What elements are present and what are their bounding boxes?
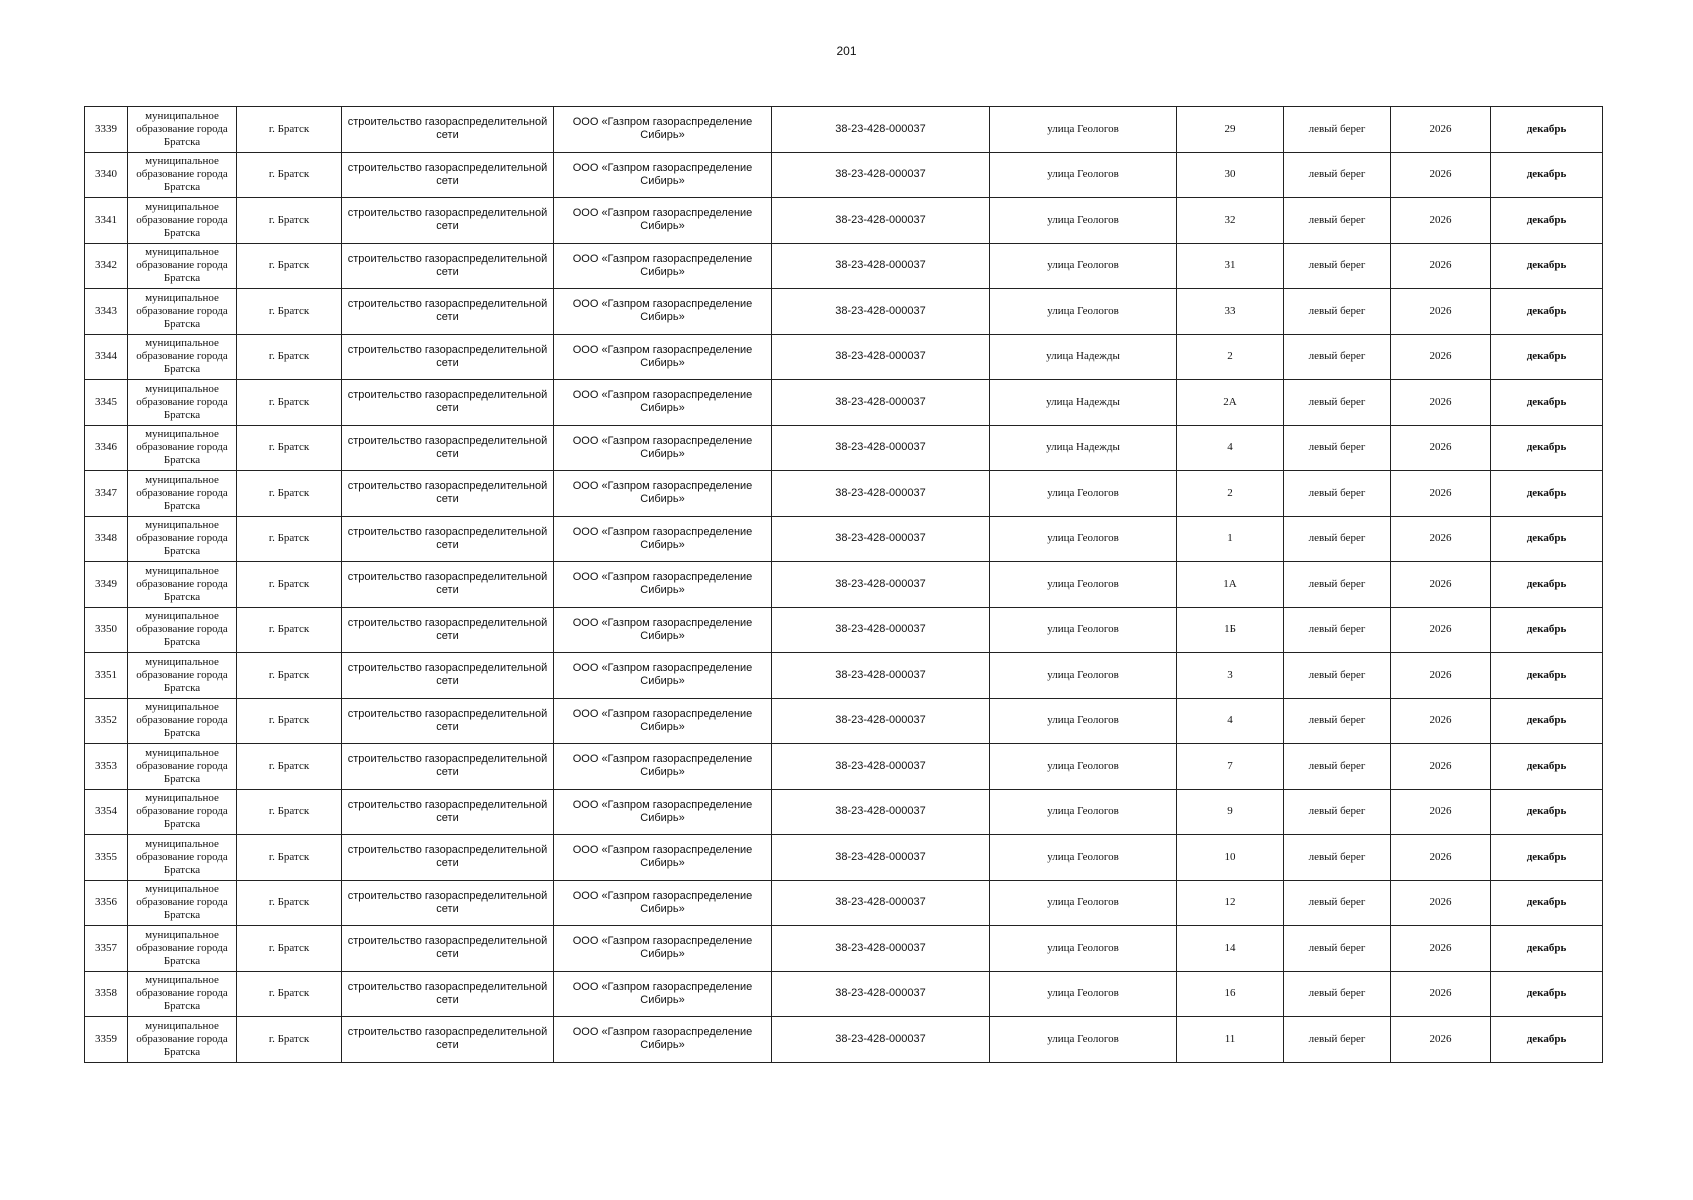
month-cell: декабрь bbox=[1491, 289, 1603, 335]
street-cell: улица Геологов bbox=[990, 744, 1177, 790]
city-cell: г. Братск bbox=[237, 653, 342, 699]
house-number-cell: 16 bbox=[1177, 971, 1284, 1017]
city-cell: г. Братск bbox=[237, 516, 342, 562]
house-number-cell: 10 bbox=[1177, 835, 1284, 881]
table-row bbox=[85, 835, 1603, 881]
row-number: 3348 bbox=[85, 516, 128, 562]
bank-cell: левый берег bbox=[1284, 971, 1391, 1017]
table-row bbox=[85, 1017, 1603, 1063]
work-type-cell: строительство газораспределительной сети bbox=[342, 1017, 554, 1063]
year-cell: 2026 bbox=[1391, 243, 1491, 289]
code-cell: 38-23-428-000037 bbox=[772, 653, 990, 699]
street-cell: улица Геологов bbox=[990, 789, 1177, 835]
table-row bbox=[85, 243, 1603, 289]
organization-cell: ООО «Газпром газораспределение Сибирь» bbox=[554, 198, 772, 244]
row-number: 3341 bbox=[85, 198, 128, 244]
street-cell: улица Геологов bbox=[990, 653, 1177, 699]
registry-table bbox=[84, 106, 1603, 1063]
year-cell: 2026 bbox=[1391, 971, 1491, 1017]
code-cell: 38-23-428-000037 bbox=[772, 471, 990, 517]
city-cell: г. Братск bbox=[237, 152, 342, 198]
bank-cell: левый берег bbox=[1284, 926, 1391, 972]
month-cell: декабрь bbox=[1491, 971, 1603, 1017]
house-number-cell: 7 bbox=[1177, 744, 1284, 790]
month-cell: декабрь bbox=[1491, 1017, 1603, 1063]
organization-cell: ООО «Газпром газораспределение Сибирь» bbox=[554, 789, 772, 835]
table-row bbox=[85, 562, 1603, 608]
bank-cell: левый берег bbox=[1284, 425, 1391, 471]
municipality-cell: муниципальное образование города Братска bbox=[128, 152, 237, 198]
street-cell: улица Геологов bbox=[990, 198, 1177, 244]
code-cell: 38-23-428-000037 bbox=[772, 107, 990, 153]
municipality-cell: муниципальное образование города Братска bbox=[128, 607, 237, 653]
year-cell: 2026 bbox=[1391, 1017, 1491, 1063]
house-number-cell: 1Б bbox=[1177, 607, 1284, 653]
street-cell: улица Геологов bbox=[990, 243, 1177, 289]
street-cell: улица Надежды bbox=[990, 334, 1177, 380]
bank-cell: левый берег bbox=[1284, 562, 1391, 608]
house-number-cell: 2 bbox=[1177, 471, 1284, 517]
year-cell: 2026 bbox=[1391, 789, 1491, 835]
year-cell: 2026 bbox=[1391, 198, 1491, 244]
table-row bbox=[85, 198, 1603, 244]
month-cell: декабрь bbox=[1491, 516, 1603, 562]
municipality-cell: муниципальное образование города Братска bbox=[128, 698, 237, 744]
bank-cell: левый берег bbox=[1284, 789, 1391, 835]
municipality-cell: муниципальное образование города Братска bbox=[128, 107, 237, 153]
row-number: 3352 bbox=[85, 698, 128, 744]
house-number-cell: 32 bbox=[1177, 198, 1284, 244]
table-row bbox=[85, 789, 1603, 835]
house-number-cell: 1 bbox=[1177, 516, 1284, 562]
year-cell: 2026 bbox=[1391, 380, 1491, 426]
organization-cell: ООО «Газпром газораспределение Сибирь» bbox=[554, 334, 772, 380]
code-cell: 38-23-428-000037 bbox=[772, 607, 990, 653]
code-cell: 38-23-428-000037 bbox=[772, 789, 990, 835]
organization-cell: ООО «Газпром газораспределение Сибирь» bbox=[554, 107, 772, 153]
house-number-cell: 12 bbox=[1177, 880, 1284, 926]
street-cell: улица Геологов bbox=[990, 835, 1177, 881]
street-cell: улица Геологов bbox=[990, 698, 1177, 744]
city-cell: г. Братск bbox=[237, 744, 342, 790]
street-cell: улица Геологов bbox=[990, 562, 1177, 608]
bank-cell: левый берег bbox=[1284, 380, 1391, 426]
house-number-cell: 33 bbox=[1177, 289, 1284, 335]
code-cell: 38-23-428-000037 bbox=[772, 380, 990, 426]
row-number: 3350 bbox=[85, 607, 128, 653]
bank-cell: левый берег bbox=[1284, 653, 1391, 699]
work-type-cell: строительство газораспределительной сети bbox=[342, 880, 554, 926]
city-cell: г. Братск bbox=[237, 380, 342, 426]
city-cell: г. Братск bbox=[237, 880, 342, 926]
code-cell: 38-23-428-000037 bbox=[772, 289, 990, 335]
city-cell: г. Братск bbox=[237, 425, 342, 471]
bank-cell: левый берег bbox=[1284, 744, 1391, 790]
work-type-cell: строительство газораспределительной сети bbox=[342, 562, 554, 608]
page-number: 201 bbox=[836, 44, 857, 58]
month-cell: декабрь bbox=[1491, 880, 1603, 926]
work-type-cell: строительство газораспределительной сети bbox=[342, 198, 554, 244]
table-row bbox=[85, 971, 1603, 1017]
house-number-cell: 30 bbox=[1177, 152, 1284, 198]
bank-cell: левый берег bbox=[1284, 607, 1391, 653]
bank-cell: левый берег bbox=[1284, 516, 1391, 562]
organization-cell: ООО «Газпром газораспределение Сибирь» bbox=[554, 289, 772, 335]
organization-cell: ООО «Газпром газораспределение Сибирь» bbox=[554, 698, 772, 744]
municipality-cell: муниципальное образование города Братска bbox=[128, 971, 237, 1017]
month-cell: декабрь bbox=[1491, 107, 1603, 153]
city-cell: г. Братск bbox=[237, 698, 342, 744]
month-cell: декабрь bbox=[1491, 698, 1603, 744]
table-row bbox=[85, 471, 1603, 517]
year-cell: 2026 bbox=[1391, 471, 1491, 517]
work-type-cell: строительство газораспределительной сети bbox=[342, 698, 554, 744]
organization-cell: ООО «Газпром газораспределение Сибирь» bbox=[554, 425, 772, 471]
year-cell: 2026 bbox=[1391, 107, 1491, 153]
code-cell: 38-23-428-000037 bbox=[772, 971, 990, 1017]
street-cell: улица Геологов bbox=[990, 289, 1177, 335]
year-cell: 2026 bbox=[1391, 744, 1491, 790]
city-cell: г. Братск bbox=[237, 789, 342, 835]
year-cell: 2026 bbox=[1391, 926, 1491, 972]
city-cell: г. Братск bbox=[237, 1017, 342, 1063]
municipality-cell: муниципальное образование города Братска bbox=[128, 334, 237, 380]
row-number: 3339 bbox=[85, 107, 128, 153]
table-row bbox=[85, 425, 1603, 471]
street-cell: улица Геологов bbox=[990, 152, 1177, 198]
municipality-cell: муниципальное образование города Братска bbox=[128, 243, 237, 289]
municipality-cell: муниципальное образование города Братска bbox=[128, 562, 237, 608]
city-cell: г. Братск bbox=[237, 926, 342, 972]
code-cell: 38-23-428-000037 bbox=[772, 698, 990, 744]
work-type-cell: строительство газораспределительной сети bbox=[342, 744, 554, 790]
row-number: 3351 bbox=[85, 653, 128, 699]
house-number-cell: 1А bbox=[1177, 562, 1284, 608]
organization-cell: ООО «Газпром газораспределение Сибирь» bbox=[554, 744, 772, 790]
table-row bbox=[85, 744, 1603, 790]
street-cell: улица Надежды bbox=[990, 380, 1177, 426]
work-type-cell: строительство газораспределительной сети bbox=[342, 334, 554, 380]
table-row bbox=[85, 653, 1603, 699]
table-row bbox=[85, 698, 1603, 744]
bank-cell: левый берег bbox=[1284, 243, 1391, 289]
row-number: 3345 bbox=[85, 380, 128, 426]
row-number: 3344 bbox=[85, 334, 128, 380]
row-number: 3356 bbox=[85, 880, 128, 926]
row-number: 3340 bbox=[85, 152, 128, 198]
street-cell: улица Геологов bbox=[990, 516, 1177, 562]
house-number-cell: 3 bbox=[1177, 653, 1284, 699]
organization-cell: ООО «Газпром газораспределение Сибирь» bbox=[554, 971, 772, 1017]
street-cell: улица Геологов bbox=[990, 107, 1177, 153]
city-cell: г. Братск bbox=[237, 607, 342, 653]
month-cell: декабрь bbox=[1491, 334, 1603, 380]
bank-cell: левый берег bbox=[1284, 880, 1391, 926]
year-cell: 2026 bbox=[1391, 334, 1491, 380]
street-cell: улица Надежды bbox=[990, 425, 1177, 471]
row-number: 3343 bbox=[85, 289, 128, 335]
house-number-cell: 9 bbox=[1177, 789, 1284, 835]
table-body bbox=[85, 107, 1603, 1063]
year-cell: 2026 bbox=[1391, 607, 1491, 653]
municipality-cell: муниципальное образование города Братска bbox=[128, 516, 237, 562]
code-cell: 38-23-428-000037 bbox=[772, 198, 990, 244]
month-cell: декабрь bbox=[1491, 471, 1603, 517]
month-cell: декабрь bbox=[1491, 607, 1603, 653]
house-number-cell: 31 bbox=[1177, 243, 1284, 289]
work-type-cell: строительство газораспределительной сети bbox=[342, 425, 554, 471]
house-number-cell: 2 bbox=[1177, 334, 1284, 380]
bank-cell: левый берег bbox=[1284, 289, 1391, 335]
month-cell: декабрь bbox=[1491, 926, 1603, 972]
organization-cell: ООО «Газпром газораспределение Сибирь» bbox=[554, 1017, 772, 1063]
row-number: 3359 bbox=[85, 1017, 128, 1063]
table-row bbox=[85, 334, 1603, 380]
city-cell: г. Братск bbox=[237, 334, 342, 380]
bank-cell: левый берег bbox=[1284, 198, 1391, 244]
city-cell: г. Братск bbox=[237, 471, 342, 517]
month-cell: декабрь bbox=[1491, 243, 1603, 289]
code-cell: 38-23-428-000037 bbox=[772, 243, 990, 289]
street-cell: улица Геологов bbox=[990, 926, 1177, 972]
year-cell: 2026 bbox=[1391, 152, 1491, 198]
organization-cell: ООО «Газпром газораспределение Сибирь» bbox=[554, 152, 772, 198]
street-cell: улица Геологов bbox=[990, 971, 1177, 1017]
month-cell: декабрь bbox=[1491, 744, 1603, 790]
city-cell: г. Братск bbox=[237, 198, 342, 244]
month-cell: декабрь bbox=[1491, 653, 1603, 699]
code-cell: 38-23-428-000037 bbox=[772, 152, 990, 198]
work-type-cell: строительство газораспределительной сети bbox=[342, 516, 554, 562]
street-cell: улица Геологов bbox=[990, 607, 1177, 653]
organization-cell: ООО «Газпром газораспределение Сибирь» bbox=[554, 380, 772, 426]
month-cell: декабрь bbox=[1491, 380, 1603, 426]
municipality-cell: муниципальное образование города Братска bbox=[128, 789, 237, 835]
row-number: 3347 bbox=[85, 471, 128, 517]
code-cell: 38-23-428-000037 bbox=[772, 334, 990, 380]
table-row bbox=[85, 607, 1603, 653]
street-cell: улица Геологов bbox=[990, 880, 1177, 926]
municipality-cell: муниципальное образование города Братска bbox=[128, 653, 237, 699]
work-type-cell: строительство газораспределительной сети bbox=[342, 835, 554, 881]
municipality-cell: муниципальное образование города Братска bbox=[128, 471, 237, 517]
bank-cell: левый берег bbox=[1284, 152, 1391, 198]
municipality-cell: муниципальное образование города Братска bbox=[128, 198, 237, 244]
year-cell: 2026 bbox=[1391, 562, 1491, 608]
row-number: 3346 bbox=[85, 425, 128, 471]
month-cell: декабрь bbox=[1491, 562, 1603, 608]
table-row bbox=[85, 926, 1603, 972]
organization-cell: ООО «Газпром газораспределение Сибирь» bbox=[554, 516, 772, 562]
city-cell: г. Братск bbox=[237, 562, 342, 608]
municipality-cell: муниципальное образование города Братска bbox=[128, 835, 237, 881]
city-cell: г. Братск bbox=[237, 243, 342, 289]
code-cell: 38-23-428-000037 bbox=[772, 926, 990, 972]
city-cell: г. Братск bbox=[237, 107, 342, 153]
work-type-cell: строительство газораспределительной сети bbox=[342, 926, 554, 972]
table-row bbox=[85, 152, 1603, 198]
house-number-cell: 29 bbox=[1177, 107, 1284, 153]
city-cell: г. Братск bbox=[237, 971, 342, 1017]
work-type-cell: строительство газораспределительной сети bbox=[342, 243, 554, 289]
work-type-cell: строительство газораспределительной сети bbox=[342, 107, 554, 153]
year-cell: 2026 bbox=[1391, 516, 1491, 562]
year-cell: 2026 bbox=[1391, 653, 1491, 699]
organization-cell: ООО «Газпром газораспределение Сибирь» bbox=[554, 243, 772, 289]
code-cell: 38-23-428-000037 bbox=[772, 880, 990, 926]
work-type-cell: строительство газораспределительной сети bbox=[342, 471, 554, 517]
city-cell: г. Братск bbox=[237, 289, 342, 335]
municipality-cell: муниципальное образование города Братска bbox=[128, 380, 237, 426]
bank-cell: левый берег bbox=[1284, 835, 1391, 881]
month-cell: декабрь bbox=[1491, 425, 1603, 471]
year-cell: 2026 bbox=[1391, 698, 1491, 744]
row-number: 3349 bbox=[85, 562, 128, 608]
bank-cell: левый берег bbox=[1284, 334, 1391, 380]
bank-cell: левый берег bbox=[1284, 107, 1391, 153]
organization-cell: ООО «Газпром газораспределение Сибирь» bbox=[554, 653, 772, 699]
house-number-cell: 11 bbox=[1177, 1017, 1284, 1063]
row-number: 3342 bbox=[85, 243, 128, 289]
work-type-cell: строительство газораспределительной сети bbox=[342, 789, 554, 835]
year-cell: 2026 bbox=[1391, 289, 1491, 335]
table-row bbox=[85, 289, 1603, 335]
bank-cell: левый берег bbox=[1284, 471, 1391, 517]
row-number: 3358 bbox=[85, 971, 128, 1017]
municipality-cell: муниципальное образование города Братска bbox=[128, 926, 237, 972]
row-number: 3353 bbox=[85, 744, 128, 790]
row-number: 3354 bbox=[85, 789, 128, 835]
municipality-cell: муниципальное образование города Братска bbox=[128, 1017, 237, 1063]
code-cell: 38-23-428-000037 bbox=[772, 744, 990, 790]
house-number-cell: 2А bbox=[1177, 380, 1284, 426]
house-number-cell: 4 bbox=[1177, 425, 1284, 471]
year-cell: 2026 bbox=[1391, 880, 1491, 926]
work-type-cell: строительство газораспределительной сети bbox=[342, 971, 554, 1017]
row-number: 3357 bbox=[85, 926, 128, 972]
city-cell: г. Братск bbox=[237, 835, 342, 881]
work-type-cell: строительство газораспределительной сети bbox=[342, 380, 554, 426]
organization-cell: ООО «Газпром газораспределение Сибирь» bbox=[554, 835, 772, 881]
organization-cell: ООО «Газпром газораспределение Сибирь» bbox=[554, 562, 772, 608]
code-cell: 38-23-428-000037 bbox=[772, 562, 990, 608]
house-number-cell: 14 bbox=[1177, 926, 1284, 972]
municipality-cell: муниципальное образование города Братска bbox=[128, 425, 237, 471]
work-type-cell: строительство газораспределительной сети bbox=[342, 653, 554, 699]
year-cell: 2026 bbox=[1391, 425, 1491, 471]
organization-cell: ООО «Газпром газораспределение Сибирь» bbox=[554, 880, 772, 926]
code-cell: 38-23-428-000037 bbox=[772, 516, 990, 562]
month-cell: декабрь bbox=[1491, 789, 1603, 835]
month-cell: декабрь bbox=[1491, 198, 1603, 244]
organization-cell: ООО «Газпром газораспределение Сибирь» bbox=[554, 926, 772, 972]
work-type-cell: строительство газораспределительной сети bbox=[342, 607, 554, 653]
organization-cell: ООО «Газпром газораспределение Сибирь» bbox=[554, 607, 772, 653]
code-cell: 38-23-428-000037 bbox=[772, 425, 990, 471]
month-cell: декабрь bbox=[1491, 835, 1603, 881]
organization-cell: ООО «Газпром газораспределение Сибирь» bbox=[554, 471, 772, 517]
year-cell: 2026 bbox=[1391, 835, 1491, 881]
row-number: 3355 bbox=[85, 835, 128, 881]
work-type-cell: строительство газораспределительной сети bbox=[342, 152, 554, 198]
table-row bbox=[85, 880, 1603, 926]
municipality-cell: муниципальное образование города Братска bbox=[128, 289, 237, 335]
municipality-cell: муниципальное образование города Братска bbox=[128, 880, 237, 926]
house-number-cell: 4 bbox=[1177, 698, 1284, 744]
work-type-cell: строительство газораспределительной сети bbox=[342, 289, 554, 335]
month-cell: декабрь bbox=[1491, 152, 1603, 198]
table-row bbox=[85, 107, 1603, 153]
table-row bbox=[85, 380, 1603, 426]
table-row bbox=[85, 516, 1603, 562]
bank-cell: левый берег bbox=[1284, 698, 1391, 744]
street-cell: улица Геологов bbox=[990, 1017, 1177, 1063]
municipality-cell: муниципальное образование города Братска bbox=[128, 744, 237, 790]
street-cell: улица Геологов bbox=[990, 471, 1177, 517]
code-cell: 38-23-428-000037 bbox=[772, 1017, 990, 1063]
bank-cell: левый берег bbox=[1284, 1017, 1391, 1063]
code-cell: 38-23-428-000037 bbox=[772, 835, 990, 881]
